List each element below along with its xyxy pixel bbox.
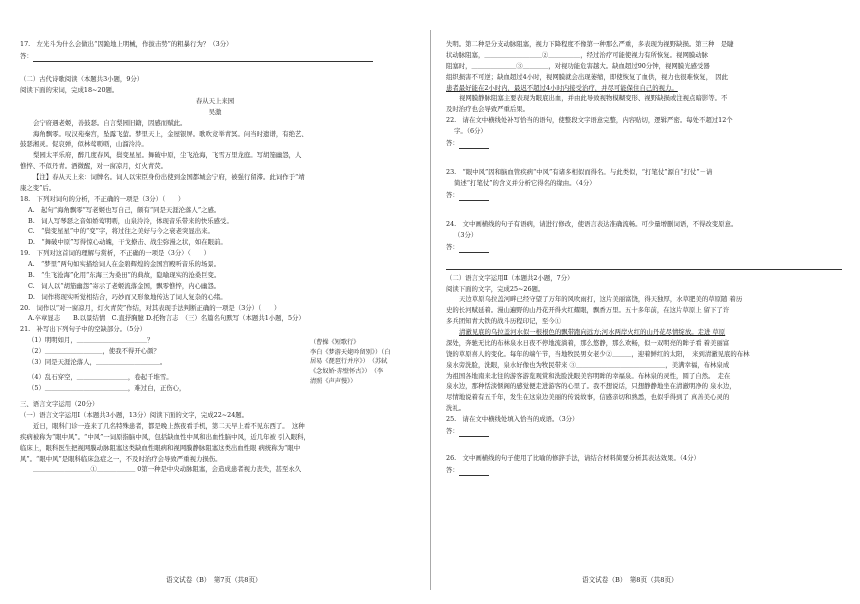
passage2-line-10: 尽情地说着有五千年，发生在这泉边美丽的传说故事，信感亲切和熟悉，也似乎得到了 真善美心灵的 [446, 393, 730, 402]
passage-cont-4: 组织损害不可逆；缺血超过4小时，视网膜就会出现萎缩，即使恢复了血供，视力也很难恢复， 因此 [446, 72, 729, 81]
source-1: （曹操《短歌行》 [310, 339, 360, 347]
q19-option-d: D. 词作将现实听觉相结合，巧妙而又形象地传达了词人复杂的心绪。 [28, 292, 227, 301]
answer-line [459, 141, 489, 149]
page-footer: 语文试卷（B） 第7页（共8页） [166, 576, 262, 584]
source-2: 李白《梦游天姥吟留别》）（白 [310, 348, 391, 356]
passage-line-5: ＿＿＿＿＿＿＿＿＿①＿＿＿＿＿＿ 0第一种是中央动脉阻塞，会造成患者视力丧失，甚至永久 [33, 465, 302, 474]
question-18: 18. 下列对词句的分析，不正确的一项是（3分）（ ） [20, 194, 185, 203]
source-5: 清照《声声慢》） [310, 377, 357, 385]
q18-option-c: C. “鬓变星星”中的“变”字，将过往之美好与今之衰老突显出来。 [28, 227, 214, 236]
source-3: 居易《琵琶行并序》） （苏轼 [310, 358, 388, 366]
poetry-intro: 阅读下面的宋词，完成18~20题。 [20, 86, 119, 95]
poem-line-4: 梨园太平乐府，醉几度春风，鬓变星星。舞破中原，尘飞沧海，飞雪万里龙庭。写胡笳幽怨，人 [33, 151, 302, 160]
poem-note-cont: 康之变”后。 [20, 183, 56, 192]
passage2-line-8: 为祖国各地南来北往的游客游览观赏和洗脸洗眼美容明眸的幸福泉。布林泉的灵性，圆了自然。 走在 [446, 371, 731, 380]
q21-item-3: （3）同是天涯沦落人，＿＿＿＿＿＿＿＿＿＿。 [28, 357, 167, 366]
passage-cont-5-underlined: 患者最好能在2小时内，最迟不超过4小时内接受治疗，并尽可能保住自己的视力。 [446, 83, 678, 92]
poem-line-2: 海角飘零。叹汉苑秦宫，坠露飞萤。梦里天上，金屋银屏。歌吹竞举青冥。问当时遗谱，有绝艺、 [33, 129, 308, 138]
answer-label: 答： [20, 52, 33, 61]
poem-title: 春从天上来园 [195, 96, 235, 105]
answer-label: 答： [446, 139, 459, 148]
passage2-line-6: 饶的草原喜人的变化。每年的端午节，当地牧民男女老少②＿＿＿，迎着鲜红的太阳， 来到清澈见底的布林 [446, 349, 750, 358]
question-26: 26. 文中画横线的句子使用了比喻的修辞手法，请结合材料简要分析其表达效果。（4分） [446, 454, 700, 463]
poem-line-3: 鼓瑟湘灵。促哀弹，似林莺呖呖，山溜泠泠。 [20, 140, 148, 149]
passage2-line-9: 泉水边，那种恬淡惬阁的感觉便走进游客的心里了。我不想说话，只想静静地坐在清澈明净的 泉水边， [446, 382, 736, 391]
answer-label: 答： [446, 243, 459, 252]
answer-line [459, 193, 489, 201]
question-24: 24. 文中画横线的句子有语病，请进行修改，使语言表达准确流畅。可少量增删词语，不得改变原意。 [446, 220, 738, 229]
page-footer: 语文试卷（B） 第8页（共8页） [582, 576, 678, 584]
passage-cont-7: 及时治疗也会导致严重后果。 [446, 105, 530, 114]
answer-label: 答： [446, 466, 459, 475]
q21-item-1: （1）明明如月，＿＿＿＿＿＿＿＿＿＿＿？ [28, 336, 154, 345]
poem-line-5: 憔悴、不似丹青。酒微醒，对一窗凉月，灯火青荧。 [20, 162, 167, 171]
passage-cont-1: 失明。第二种是分支动脉阻塞，视力下降程度不像第一种那么严重，多表现为视野缺损。第三种 是睫 [446, 40, 734, 48]
poem-note: 【注】春从天上来：词牌名。词人以宋臣身份出使到金国都城会宁府，被强行留滞。此词作于“靖 [33, 173, 305, 182]
answer-22 [446, 139, 842, 148]
question-22: 22. 请在文中横线处补写恰当的语句，使整段文字语意完整，内容贴切，逻辑严密。每处不超过12个 [446, 116, 733, 125]
answer-line [33, 54, 373, 62]
q19-option-a: A. “梦里”两句如实描绘词人在金碧辉煌的金国宫殿听音乐的场景。 [28, 260, 221, 269]
answer-24 [446, 243, 842, 252]
question-23-cont: 简述“打笔仗”的含义并分析它得名的缘由。（4分） [454, 179, 596, 188]
separator-rule [446, 261, 842, 270]
question-17: 17. 左光斗为什么会做出“因跪地上明械，作拔击势”的粗暴行为？（3分） [20, 40, 233, 48]
passage2-line-3: 多兵团知青大铁的战斗历程印记，至今① [446, 317, 562, 326]
poem-line-1: 会宁府遇老姬，善鼓瑟。自言梨园旧籍，因感而赋此。 [33, 118, 187, 127]
question-19: 19. 下列对这首词的理解与赏析，不正确的一项是（3分）（ ） [20, 249, 210, 258]
language-sub-2: （二）语言文字运用Ⅱ（本题共2小题，7分） [446, 273, 574, 282]
answer-line [459, 245, 489, 253]
passage2-line-11: 洗礼。 [446, 404, 466, 413]
question-23: 23. “眼中风”因和脑血管疾病“中风”有诸多相似而得名。与此类似，“打笔仗”源自“打仗”－请 [446, 168, 713, 177]
language-sub-1: （一）语言文字运用Ⅰ（本题共3小题，13分）阅读下面的文字，完成22~24题。 [20, 411, 249, 420]
passage2-line-2: 史的长河赋延着。漫山遍野的山丹花开得火红耀眼，飘香万里。五十多年前，在这片草原上 留下了许 [446, 306, 730, 315]
question-21: 21. 补写出下列句子中的空缺部分。（5分） [20, 325, 147, 334]
answer-26 [446, 466, 842, 475]
answer-17 [20, 52, 410, 61]
passage-line-4: 风”。“眼中风”是眼科临床急症之一，不及时治疗会导致严重视力损伤。 [20, 454, 222, 463]
question-20: 20. 词作以“对一窗凉月，灯火青荧”作结，对其表现手法判断正确的一项是（3分）（ ） [20, 303, 281, 312]
q21-items [20, 336, 270, 393]
answer-label: 答： [446, 427, 459, 436]
q21-item-2: （2）＿＿＿＿＿＿＿＿＿，使我不得开心颜？ [28, 347, 160, 356]
passage-cont-3: 阻塞时，＿＿＿＿＿＿＿③＿＿＿＿，对视功能危害越大。缺血超过90分钟，视网膜光感受器 [446, 61, 710, 70]
passage-cont-2: 状动脉阻塞，＿＿＿＿＿＿＿＿＿②＿＿＿＿＿，经过治疗可能使视力有所恢复。视网膜动脉 [446, 50, 709, 59]
passage2-line-4-underlined: 清澈见底的乌拉盖河水似一根根色的飘带跑向远方;河水两岸火红的山丹花尽情绽放。走进 草原 [459, 328, 726, 336]
q21-sources [310, 338, 430, 386]
answer-line [459, 468, 489, 476]
q20-options: A.卒章显志 B.以景结情 C.直抒胸臆 D.托物言志 （三）名篇名句默写（本题共1小题，5分） [28, 314, 305, 323]
q21-block [20, 336, 410, 400]
answer-23 [446, 191, 842, 200]
passage-line-1: 近日，眼科门诊一连来了几名特殊患者，都是晚上熬夜看手机，第二天早上看不见东西了。 这种 [33, 421, 305, 430]
answer-25 [446, 427, 842, 436]
passage2-line-1: 天边草原乌拉盖河畔已经守望了万年的风吹雨打，这片美丽富饶，得天独厚，水草肥美的草原随 着历 [459, 295, 743, 304]
question-24-cont: （3分） [454, 231, 478, 240]
q18-option-b: B. 词人写琴瑟之音如娇莺明呖，山泉泠泠，体现音乐带来的快乐感受。 [28, 216, 233, 225]
passage2-line-5: 深处，奔驰无比的布林泉水日夜不停地流淌着，那么悠静，那么欢畅，似一双明亮的眸子看 着美丽富 [446, 338, 730, 347]
q21-item-5: （5）＿＿＿＿＿＿＿＿＿＿＿＿＿，难过白，正伤心， [28, 384, 186, 393]
page-8 [430, 0, 860, 604]
q18-option-a: A. 起句“海角飘零”写老姬也写自己，颇有“同是天涯沦落人”之感。 [28, 205, 221, 214]
passage-line-3: 临床上，眼科医生把视网膜动脉阻塞这类缺血性眼病和视网膜静脉阻塞这类出血性眼 病统称为“眼中 [20, 443, 301, 452]
q21-item-4: （4）乱石穿空，＿＿＿＿＿＿＿＿，卷起千堆雪。 [28, 373, 173, 382]
source-4: 《念奴娇·赤壁怀古》） （李 [310, 367, 384, 375]
q19-option-c: C. 词人以“胡笳幽怨”寄示了老姬流落金国，飘零憔悴，内心幽怨。 [28, 281, 221, 290]
answer-line [459, 429, 489, 437]
answer-label: 答： [446, 191, 459, 200]
poem-author: 吴激 [208, 107, 222, 116]
question-25: 25. 请在文中横线处填入恰当的成语。（3分） [446, 415, 579, 423]
q18-option-d: D. “舞破中原”写得惊心动魄，干戈撩击、战尘弥漫之状，如在眼前。 [28, 238, 227, 247]
question-22-cont: 字。（6分） [454, 127, 487, 135]
passage2-line-7: 泉水旁洗脸，洗眼，泉水好像也为牧民带来 ③＿＿＿＿＿＿＿＿＿＿＿＿＿＿，美满幸福，布林泉成 [446, 360, 730, 369]
language-section-heading: 三、语言文字运用（20分） [20, 400, 99, 409]
q19-option-b: B. “生飞沧海”化用“东海三为桑田”的典故，隐喻现实的沧桑巨变。 [28, 270, 221, 279]
language-sub-2-intro: 阅读下面的文字，完成25~26题。 [446, 284, 545, 293]
passage-line-2: 疾病被称为“眼中风”。“中风”一词原指脑中风，包括缺血性中风和出血性脑中风，近几年被 引入眼科， [20, 432, 310, 441]
passage-cont-6: 视网膜静脉阻塞主要表现为眼底出血，并由此导致视物模糊变形、视野缺损或注视点暗影等。不 [459, 94, 728, 103]
poetry-section-heading: （二）古代诗歌阅读（本题共3小题，9分） [20, 75, 144, 84]
